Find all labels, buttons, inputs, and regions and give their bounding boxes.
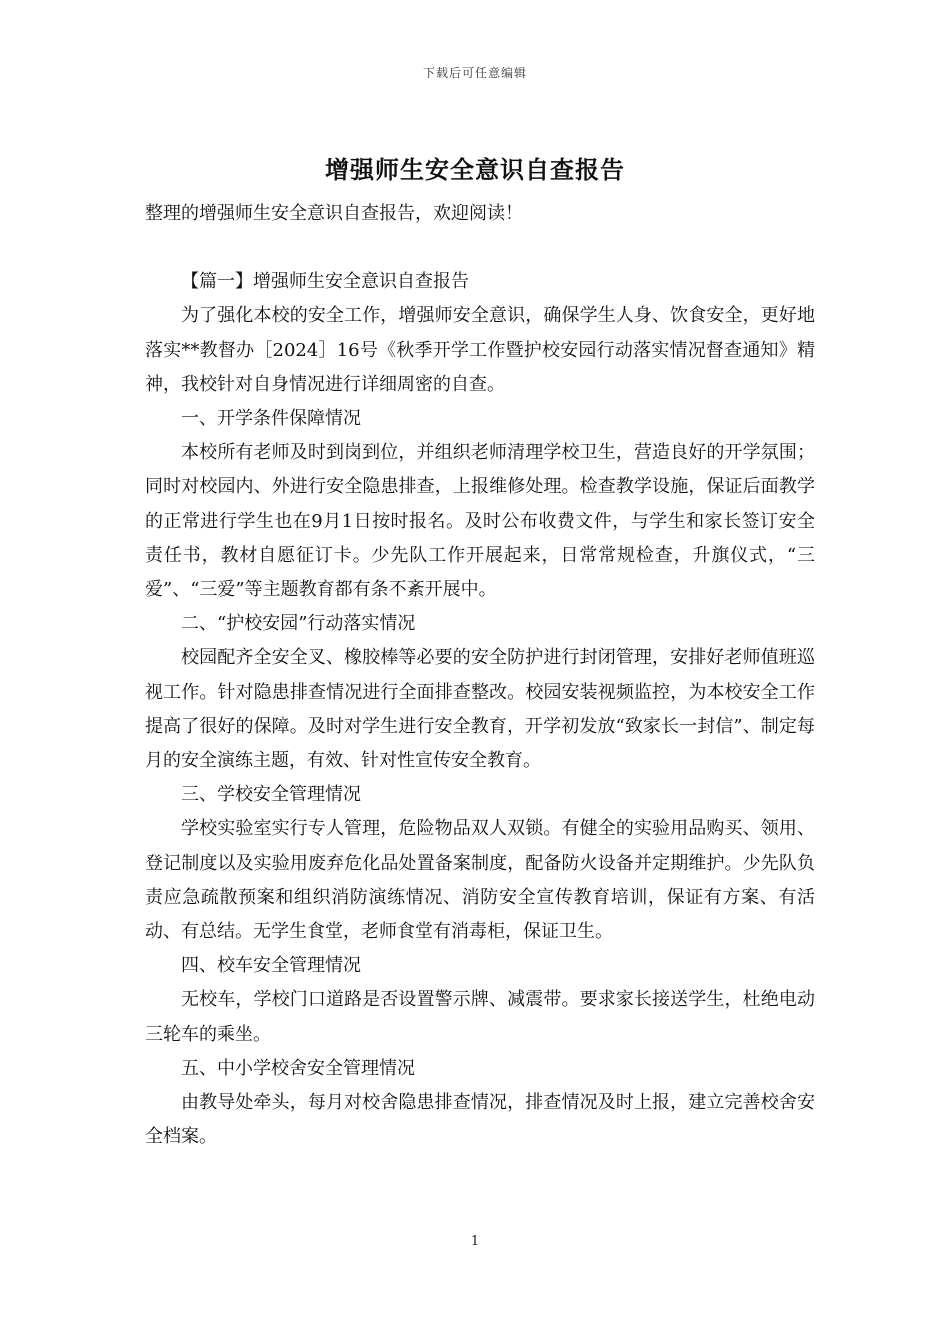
subheading: 四、校车安全管理情况	[181, 955, 361, 977]
paragraph: 学校实验室实行专人管理，危险物品双人双锁。有健全的实验用品购买、领用、登记制度以及实验用废弃危化品处置备案制度，配备防火设备并定期维护。少先队负责应急疏散预案和组织消防演练情况、消防安全宣传教育培训，保证有方案、有活动、有总结。无学生食堂，老师食堂有消毒柜，保证卫生。	[145, 818, 815, 943]
paragraph: 为了强化本校的安全工作，增强师安全意识，确保学生人身、饮食安全，更好地落实**教督办［2024］16号《秋季开学工作暨护校安园行动落实情况督查通知》精神，我校针对自身情况进行详细周密的自查。	[145, 305, 815, 395]
page-number: 1	[470, 1234, 480, 1249]
page-header: 下载后可任意编辑	[422, 66, 527, 80]
paragraph-spacer	[145, 231, 815, 265]
intro-paragraph: 整理的增强师生安全意识自查报告，欢迎阅读！	[145, 203, 523, 224]
document-title: 增强师生安全意识自查报告	[325, 156, 625, 184]
subheading: 二、“护校安园”行动落实情况	[181, 613, 416, 635]
paragraph: 校园配齐全安全叉、橡胶棒等必要的安全防护进行封闭管理，安排好老师值班巡视工作。针对隐患排查情况进行全面排查整改。校园安装视频监控，为本校安全工作提高了很好的保障。及时对学生进行安全教育，开学初发放“致家长一封信”、制定每月的安全演练主题，有效、针对性宣传安全教育。	[145, 647, 815, 772]
subheading: 三、学校安全管理情况	[181, 784, 361, 806]
paragraph: 无校车，学校门口道路是否设置警示牌、减震带。要求家长接送学生，杜绝电动三轮车的乘坐。	[145, 989, 815, 1045]
paragraph: 由教导处牵头，每月对校舍隐患排查情况，排查情况及时上报，建立完善校舍安全档案。	[145, 1092, 815, 1148]
subheading: 一、开学条件保障情况	[181, 408, 361, 430]
subheading: 五、中小学校舍安全管理情况	[181, 1057, 415, 1079]
paragraph: 本校所有老师及时到岗到位，并组织老师清理学校卫生，营造良好的开学氛围；同时对校园内、外进行安全隐患排查，上报维修处理。检查教学设施，保证后面教学的正常进行学生也在9月1日按时报名。及时公布收费文件，与学生和家长签订安全责任书，教材自愿征订卡。少先队工作开展起来，日常常规检查，升旗仪式，“三爱”、“三爱”等主题教育都有条不紊开展中。	[145, 442, 815, 601]
document-body	[145, 197, 815, 1154]
section-heading: 【篇一】增强师生安全意识自查报告	[181, 271, 469, 293]
